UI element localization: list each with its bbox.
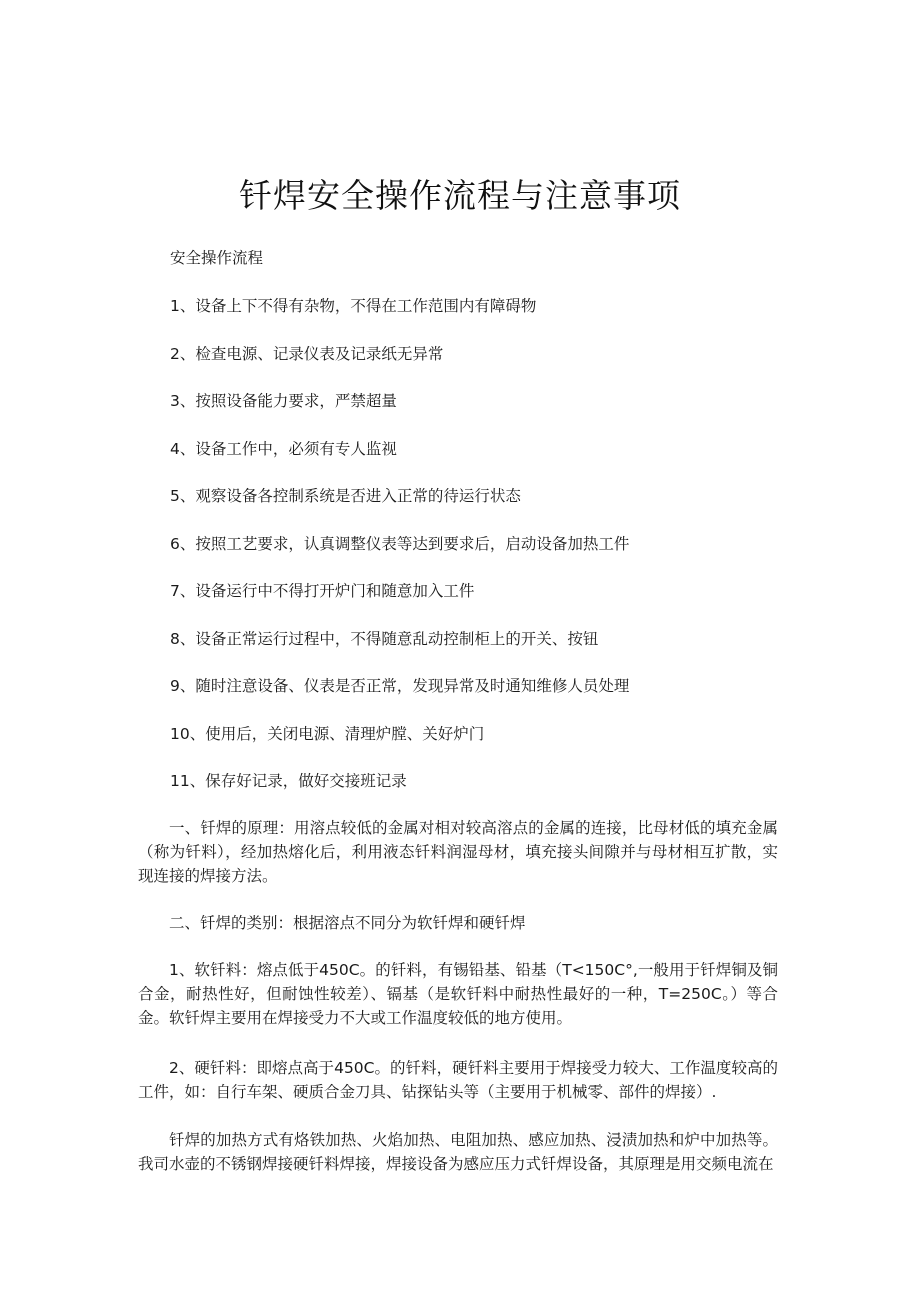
principle-paragraph: 一、钎焊的原理：用溶点较低的金属对相对较高溶点的金属的连接，比母材低的填充金属（称为钎料），经加热熔化后，利用液态钎料润湿母材，填充接头间隙并与母材相互扩散，实现连接的焊接方法。 [138, 819, 778, 885]
step-item: 3、按照设备能力要求，严禁超量 [170, 392, 397, 410]
step-item: 5、观察设备各控制系统是否进入正常的待运行状态 [170, 487, 521, 505]
section-heading: 安全操作流程 [170, 249, 264, 267]
categories-paragraph: 二、钎焊的类别：根据溶点不同分为软钎焊和硬钎焊 [169, 914, 526, 932]
step-item: 11、保存好记录，做好交接班记录 [170, 772, 407, 790]
step-item: 4、设备工作中，必须有专人监视 [170, 440, 397, 458]
step-item: 10、使用后，关闭电源、清理炉膛、关好炉门 [170, 725, 485, 743]
step-item: 2、检查电源、记录仪表及记录纸无异常 [170, 345, 444, 363]
step-item: 9、随时注意设备、仪表是否正常，发现异常及时通知维修人员处理 [170, 677, 630, 695]
heating-paragraph: 钎焊的加热方式有烙铁加热、火焰加热、电阻加热、感应加热、浸渍加热和炉中加热等。我司水壶的不锈钢焊接硬钎料焊接，焊接设备为感应压力式钎焊设备，其原理是用交频电流在 [138, 1131, 778, 1173]
step-item: 8、设备正常运行过程中，不得随意乱动控制柜上的开关、按钮 [170, 630, 599, 648]
document-title: 钎焊安全操作流程与注意事项 [239, 176, 681, 215]
step-item: 1、设备上下不得有杂物，不得在工作范围内有障碍物 [170, 297, 537, 315]
step-item: 7、设备运行中不得打开炉门和随意加入工件 [170, 582, 475, 600]
hard-solder-paragraph: 2、硬钎料：即熔点高于450C。的钎料，硬钎料主要用于焊接受力较大、工作温度较高的工件，如：自行车架、硬质合金刀具、钻探钻头等（主要用于机械零、部件的焊接）. [138, 1059, 778, 1101]
step-item: 6、按照工艺要求，认真调整仪表等达到要求后，启动设备加热工件 [170, 535, 630, 553]
soft-solder-paragraph: 1、软钎料：熔点低于450C。的钎料，有锡铅基、铅基（T<150C°,一般用于钎焊铜及铜合金，耐热性好，但耐蚀性较差）、镉基（是软钎料中耐热性最好的一种，T=250C。）等合金。软钎焊主要用在焊接受力不大或工作温度较低的地方使用。 [138, 961, 778, 1027]
